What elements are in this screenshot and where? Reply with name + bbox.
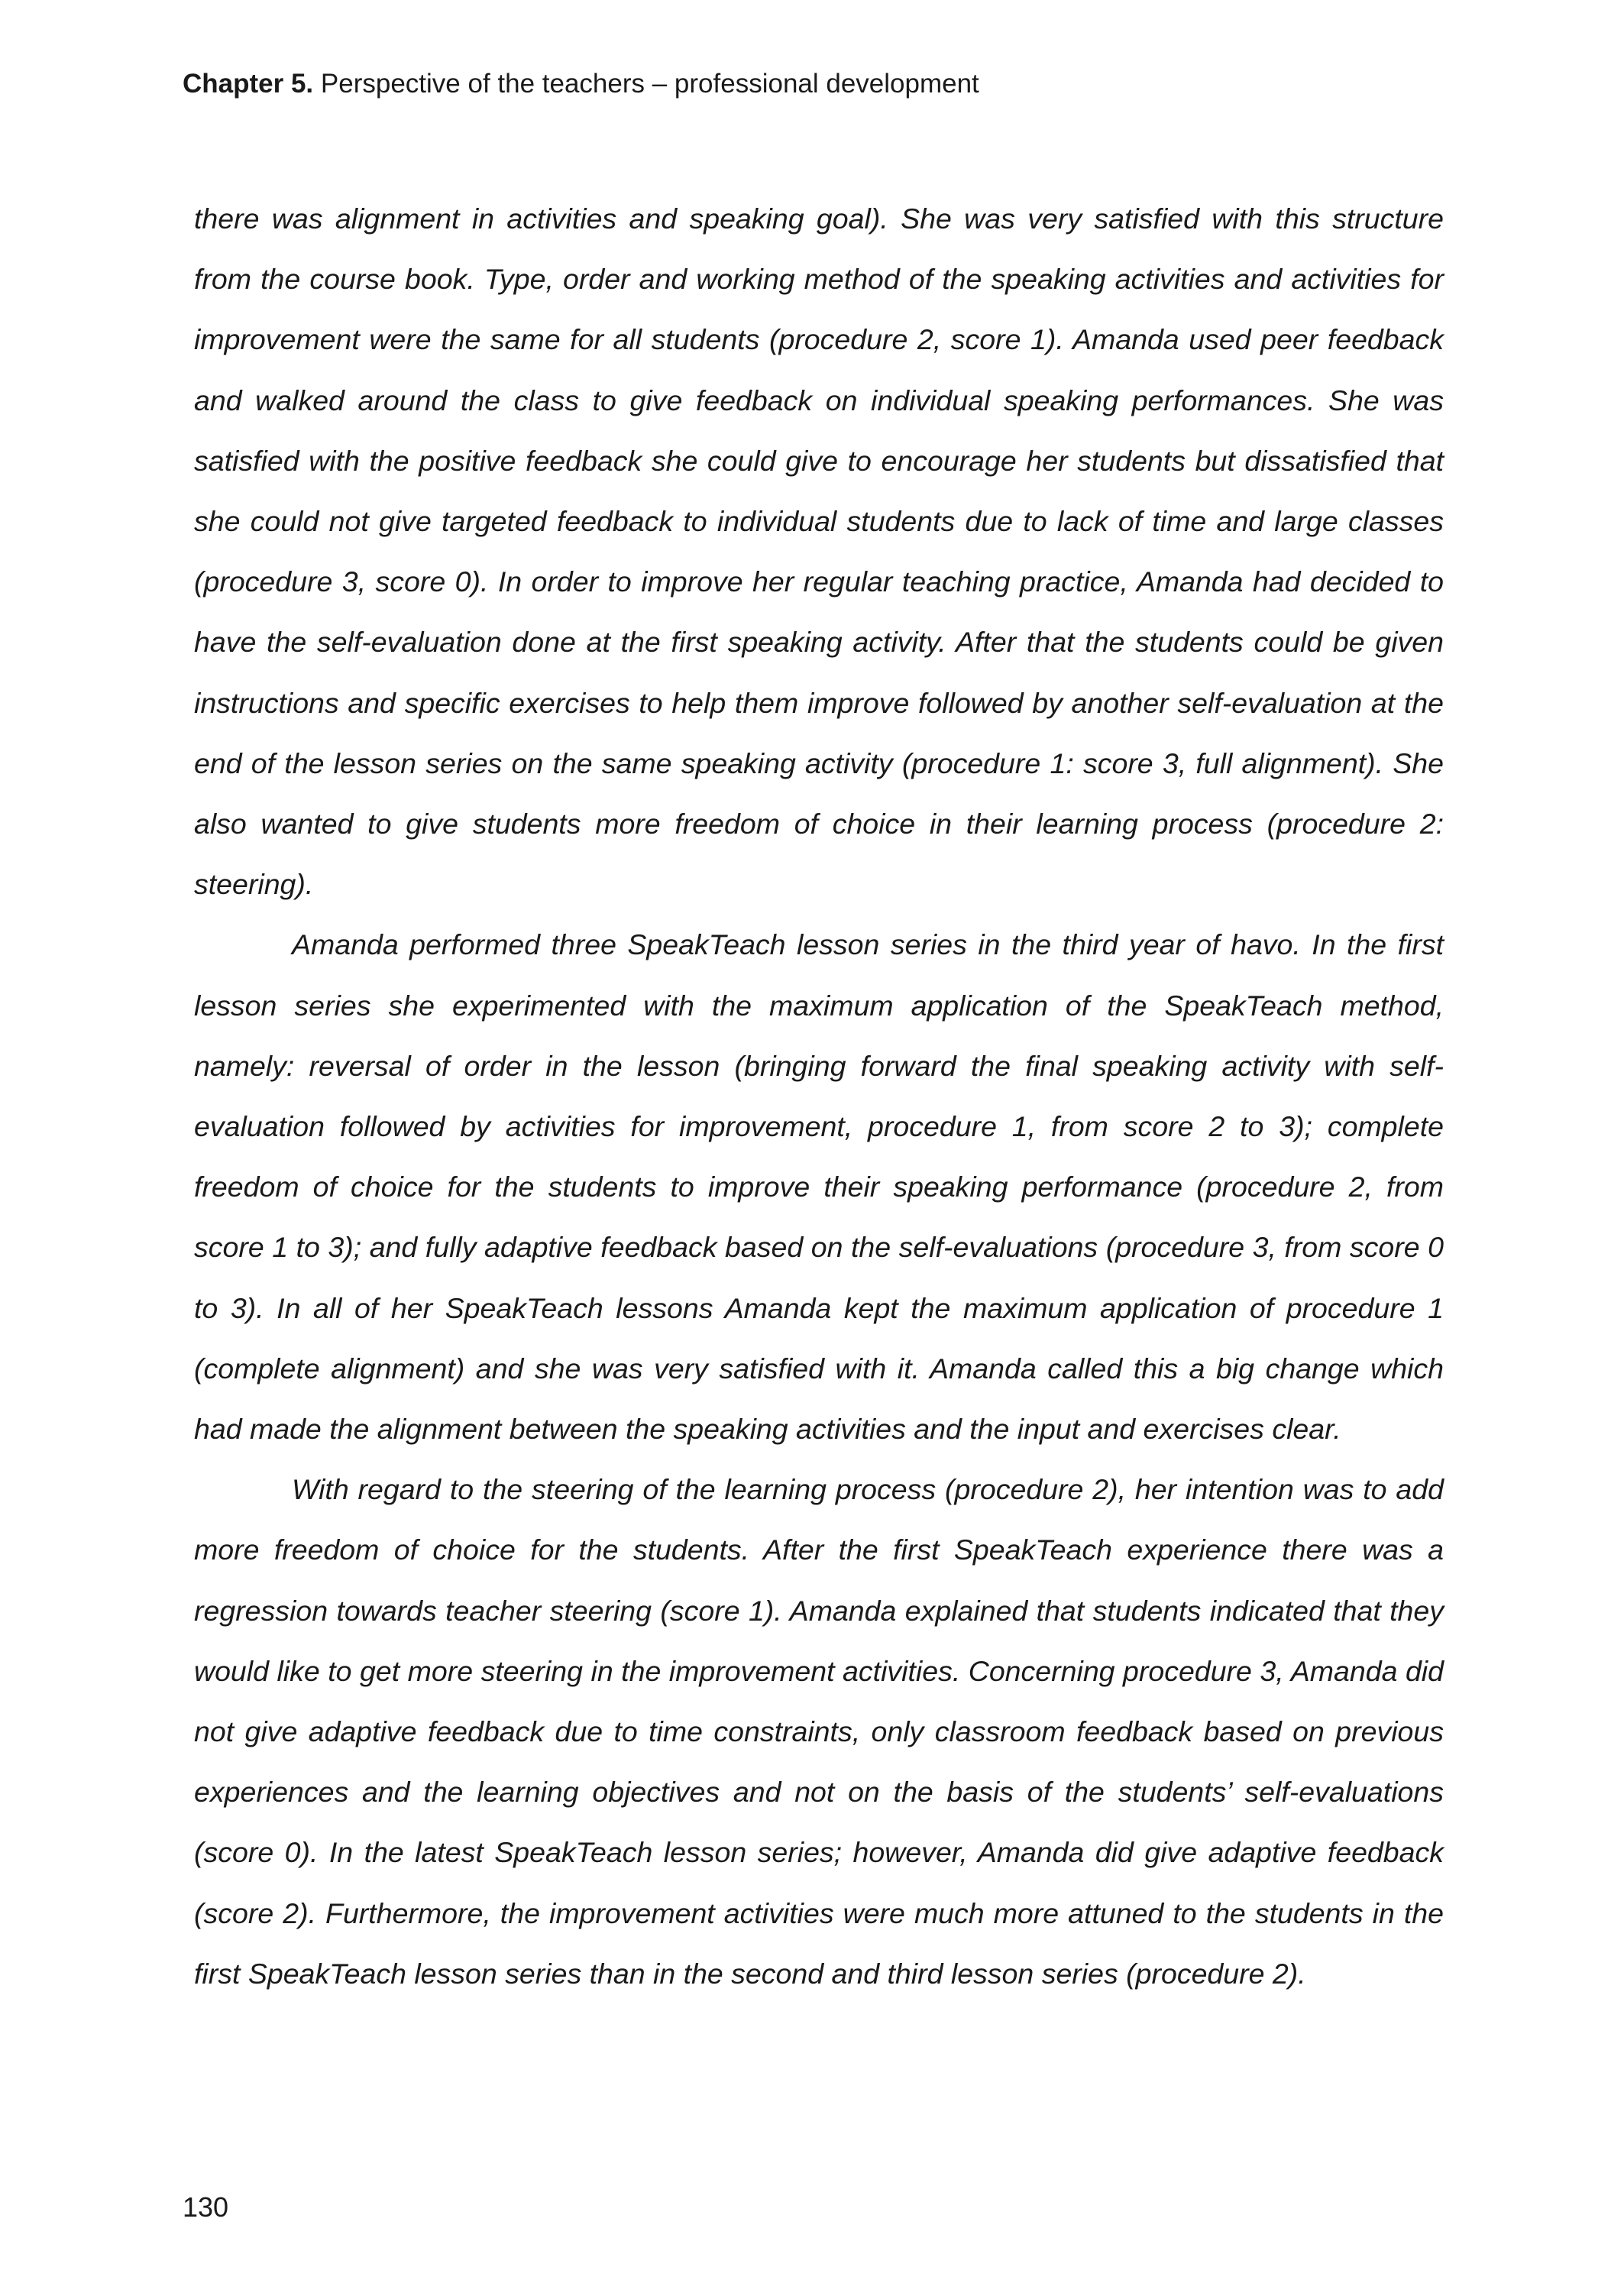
chapter-title: Perspective of the teachers – professional development xyxy=(320,69,979,99)
page-number: 130 xyxy=(183,2191,229,2223)
paragraph-continued: there was alignment in activities and speaking goal). She was very satisfied with this structure from the course book. Type, order and working method of the speaking activities and activities for improvement were the same for all students (procedure 2, score 1). Amanda used peer feedback and walked around the class to give feedback on individual speaking performances. She was satisfied with the positive feedback she could give to encourage her students but dissatisfied that she could not give targeted feedback to individual students due to lack of time and large classes (procedure 3, score 0). In order to improve her regular teaching practice, Amanda had decided to have the self-evaluation done at the first speaking activity. After that the students could be given instructions and specific exercises to help them improve followed by another self-evaluation at the end of the lesson series on the same speaking activity (procedure 1: score 3, full alignment). She also wanted to give students more freedom of choice in their learning process (procedure 2: steering). xyxy=(194,202,1444,901)
paragraph: With regard to the steering of the learning process (procedure 2), her intention was to add more freedom of choice for the students. After the first SpeakTeach experience there was a regression towards teacher steering (score 1). Amanda explained that students indicated that they would like to get more steering in the improvement activities. Concerning procedure 3, Amanda did not give adaptive feedback due to time constraints, only classroom feedback based on previous experiences and the learning objectives and not on the basis of the students’ self-evaluations (score 0). In the latest SpeakTeach lesson series; however, Amanda did give adaptive feedback (score 2). Furthermore, the improvement activities were much more attuned to the students in the first SpeakTeach lesson series than in the second and third lesson series (procedure 2). xyxy=(194,1473,1444,1990)
paragraph: Amanda performed three SpeakTeach lesson series in the third year of havo. In the first lesson series she experimented with the maximum application of the SpeakTeach method, namely: reversal of order in the lesson (bringing forward the final speaking activity with self-evaluation followed by activities for improvement, procedure 1, from score 2 to 3); complete freedom of choice for the students to improve their speaking performance (procedure 2, from score 1 to 3); and fully adaptive feedback based on the self-evaluations (procedure 3, from score 0 to 3). In all of her SpeakTeach lessons Amanda kept the maximum application of procedure 1 (complete alignment) and she was very satisfied with it. Amanda called this a big change which had made the alignment between the speaking activities and the input and exercises clear. xyxy=(194,928,1444,1446)
chapter-label: Chapter 5. xyxy=(183,69,314,99)
body-text xyxy=(194,189,1444,2004)
running-header xyxy=(183,67,979,101)
